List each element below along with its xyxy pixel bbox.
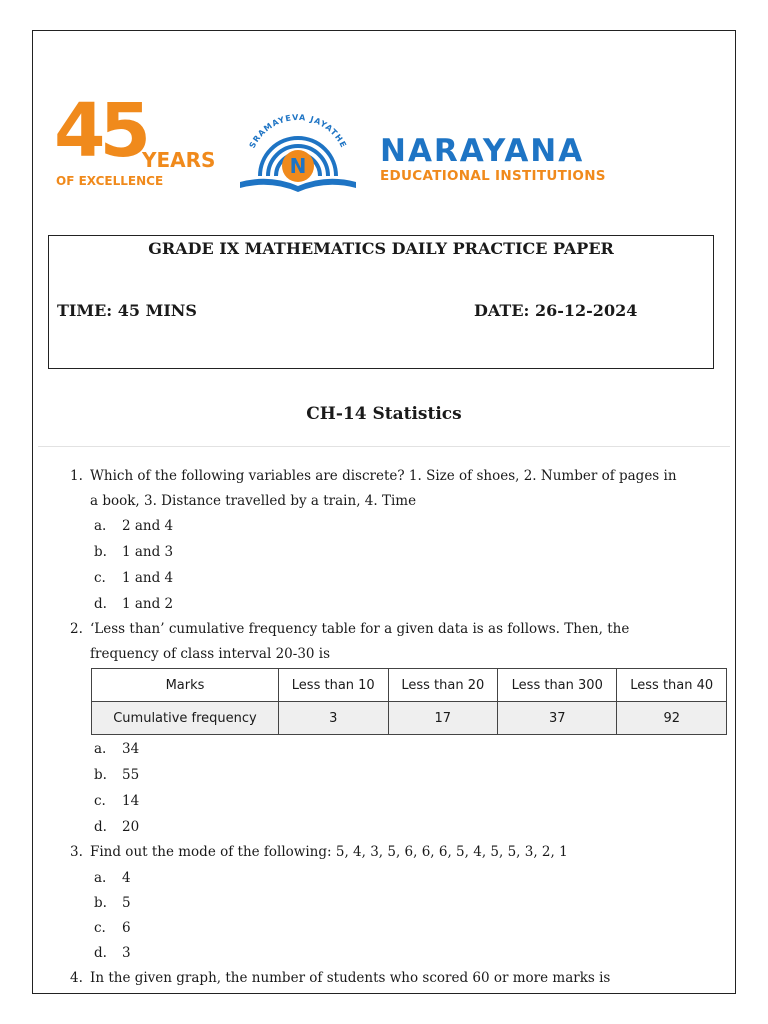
option-letter: c. — [94, 570, 106, 586]
table-cell: 37 — [498, 702, 617, 735]
option-letter: b. — [94, 767, 107, 783]
option-text: 1 and 4 — [122, 570, 174, 586]
paper-header-box — [48, 235, 714, 369]
option-text: 3 — [122, 945, 131, 961]
option-text: 2 and 4 — [122, 518, 174, 534]
option-b — [94, 893, 131, 913]
option-a — [94, 868, 131, 888]
option-text: 1 and 2 — [122, 596, 174, 612]
option-a — [94, 739, 139, 759]
option-text: 5 — [122, 895, 131, 911]
option-a — [94, 516, 173, 536]
emblem-letter: N — [289, 154, 307, 178]
chapter-heading: CH-14 Statistics — [306, 404, 462, 424]
option-d — [94, 817, 139, 837]
excellence-text: OF EXCELLENCE — [56, 174, 164, 188]
table-cell: Less than 300 — [498, 669, 617, 702]
option-d — [94, 594, 173, 614]
option-c — [94, 918, 131, 938]
question-text-line1: ‘Less than’ cumulative frequency table for a given data is as follows. Then, the — [90, 621, 630, 637]
question-text-line2: frequency of class interval 20-30 is — [90, 646, 331, 662]
option-letter: d. — [94, 819, 107, 835]
option-b — [94, 542, 173, 562]
question-text-line1: In the given graph, the number of students who scored 60 or more marks is — [90, 970, 611, 986]
question-number: 4. — [70, 970, 83, 986]
table-cell: 3 — [279, 702, 389, 735]
option-letter: d. — [94, 945, 107, 961]
time-label: TIME: 45 MINS — [57, 301, 197, 320]
question-text-line1: Find out the mode of the following: 5, 4, 3, 5, 6, 6, 6, 5, 4, 5, 5, 3, 2, 1 — [90, 844, 568, 860]
paper-title: GRADE IX MATHEMATICS DAILY PRACTICE PAPER — [148, 239, 614, 258]
option-letter: a. — [94, 518, 107, 534]
brand-name: NARAYANA — [380, 133, 585, 169]
table-cell: 17 — [388, 702, 498, 735]
option-text: 14 — [122, 793, 140, 809]
table-cell: Marks — [92, 669, 279, 702]
divider — [38, 446, 730, 447]
table-cell: Less than 40 — [617, 669, 727, 702]
question-number: 2. — [70, 621, 83, 637]
option-d — [94, 943, 131, 963]
question-text-line1: Which of the following variables are discrete? 1. Size of shoes, 2. Number of pages in — [90, 468, 677, 484]
option-b — [94, 765, 139, 785]
option-letter: d. — [94, 596, 107, 612]
question-number: 3. — [70, 844, 83, 860]
table-cell: Less than 20 — [388, 669, 498, 702]
narayana-emblem-icon — [230, 110, 366, 194]
option-text: 55 — [122, 767, 140, 783]
option-letter: a. — [94, 870, 107, 886]
option-c — [94, 791, 139, 811]
option-c — [94, 568, 173, 588]
years-text: YEARS — [142, 148, 216, 172]
option-text: 1 and 3 — [122, 544, 174, 560]
brand-subtitle: EDUCATIONAL INSTITUTIONS — [380, 168, 606, 184]
table-cell: Cumulative frequency — [92, 702, 279, 735]
option-text: 20 — [122, 819, 140, 835]
option-text: 34 — [122, 741, 140, 757]
question-text-line2: a book, 3. Distance travelled by a train, 4. Time — [90, 493, 417, 509]
option-text: 4 — [122, 870, 131, 886]
option-text: 6 — [122, 920, 131, 936]
cumulative-frequency-table — [91, 668, 727, 735]
date-label: DATE: 26-12-2024 — [474, 301, 638, 320]
option-letter: a. — [94, 741, 107, 757]
table-row — [92, 702, 727, 735]
emblem-motto: SRAMAYEVA JAYATHE — [247, 112, 349, 150]
option-letter: b. — [94, 544, 107, 560]
years-of-excellence-logo — [54, 88, 216, 190]
table-cell: 92 — [617, 702, 727, 735]
option-letter: c. — [94, 920, 106, 936]
option-letter: c. — [94, 793, 106, 809]
option-letter: b. — [94, 895, 107, 911]
years-number: 45 — [54, 88, 145, 174]
question-number: 1. — [70, 468, 83, 484]
table-header-row — [92, 669, 727, 702]
brand-logo — [380, 133, 606, 184]
table-cell: Less than 10 — [279, 669, 389, 702]
